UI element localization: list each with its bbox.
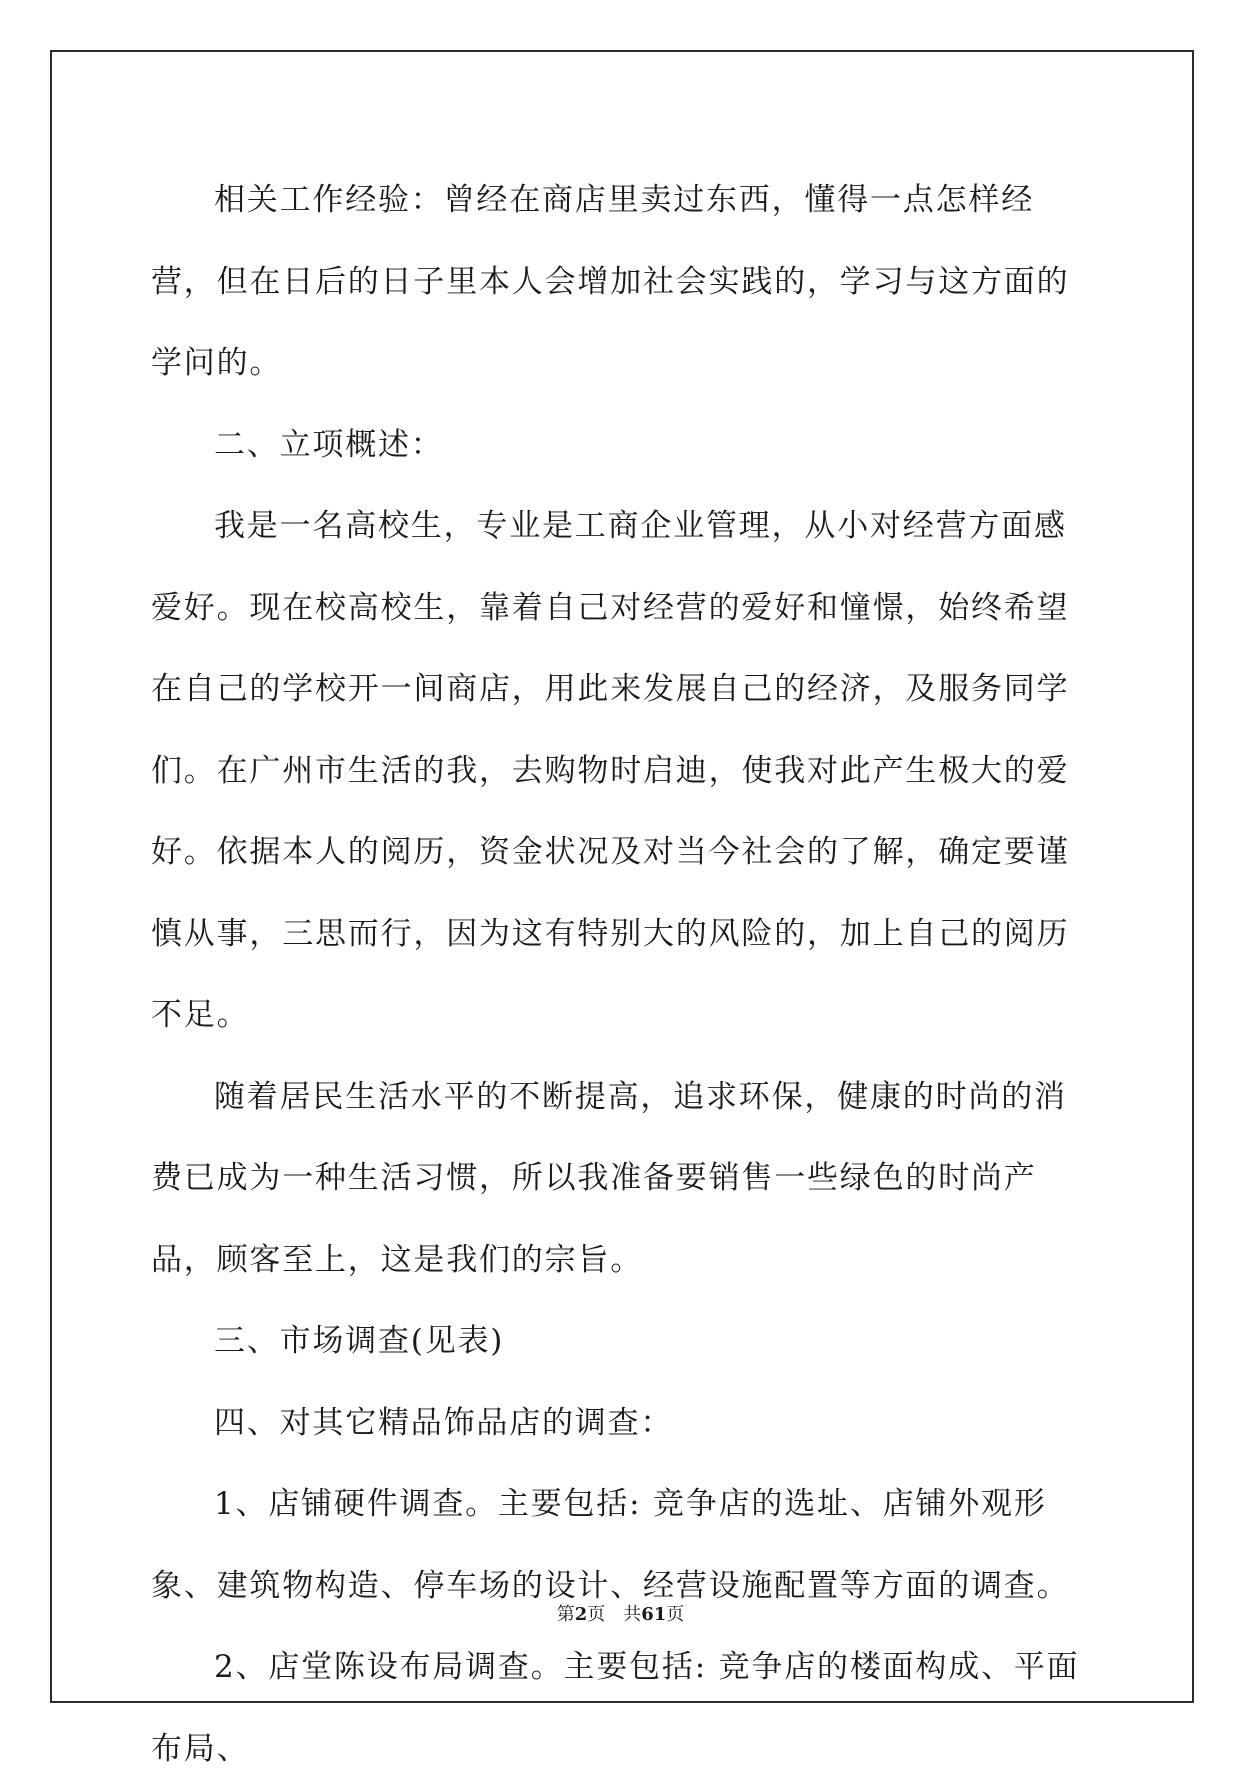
- footer-total-suffix: 页: [666, 1604, 685, 1625]
- footer-total-prefix: 共: [623, 1604, 642, 1625]
- heading-competitor-survey: 四、对其它精品饰品店的调查：: [214, 1404, 674, 1441]
- footer-page-suffix: 页: [587, 1604, 606, 1625]
- paragraph-store-hardware: 1、店铺硬件调查。主要包括: 竞争店的选址、店铺外观形象、建筑物构造、停车场的设计、经营设施配置等方面的调查。: [151, 1486, 1070, 1604]
- footer-page-number: 2: [574, 1604, 588, 1625]
- paragraph-store-layout: 2、店堂陈设布局调查。主要包括: 竞争店的楼面构成、平面布局、: [151, 1649, 1080, 1767]
- footer-total-pages: 61: [641, 1604, 667, 1625]
- paragraph-consumer-trend: 随着居民生活水平的不断提高，追求环保，健康的时尚的消费已成为一种生活习惯，所以我准备要销售一些绿色的时尚产品，顾客至上，这是我们的宗旨。: [151, 1078, 1067, 1278]
- heading-project-overview: 二、立项概述：: [214, 426, 444, 463]
- page-footer: [0, 1600, 1241, 1626]
- paragraph-self-intro: 我是一名高校生，专业是工商企业管理，从小对经营方面感爱好。现在校高校生，靠着自己对经营的爱好和憧憬，始终希望在自己的学校开一间商店，用此来发展自己的经济，及服务同学们。在广州市生活的我，去购物时启迪，使我对此产生极大的爱好。依据本人的阅历，资金状况及对当今社会的了解，确定要谨慎从事，三思而行，因为这有特别大的风险的，加上自己的阅历不足。: [151, 508, 1070, 1033]
- heading-market-survey: 三、市场调查(见表): [214, 1323, 505, 1359]
- paragraph-work-experience: 相关工作经验：曾经在商店里卖过东西，懂得一点怎样经营，但在日后的日子里本人会增加社会实践的，学习与这方面的学问的。: [151, 182, 1070, 381]
- document-body: [151, 160, 1091, 1790]
- footer-page-prefix: 第: [556, 1604, 575, 1625]
